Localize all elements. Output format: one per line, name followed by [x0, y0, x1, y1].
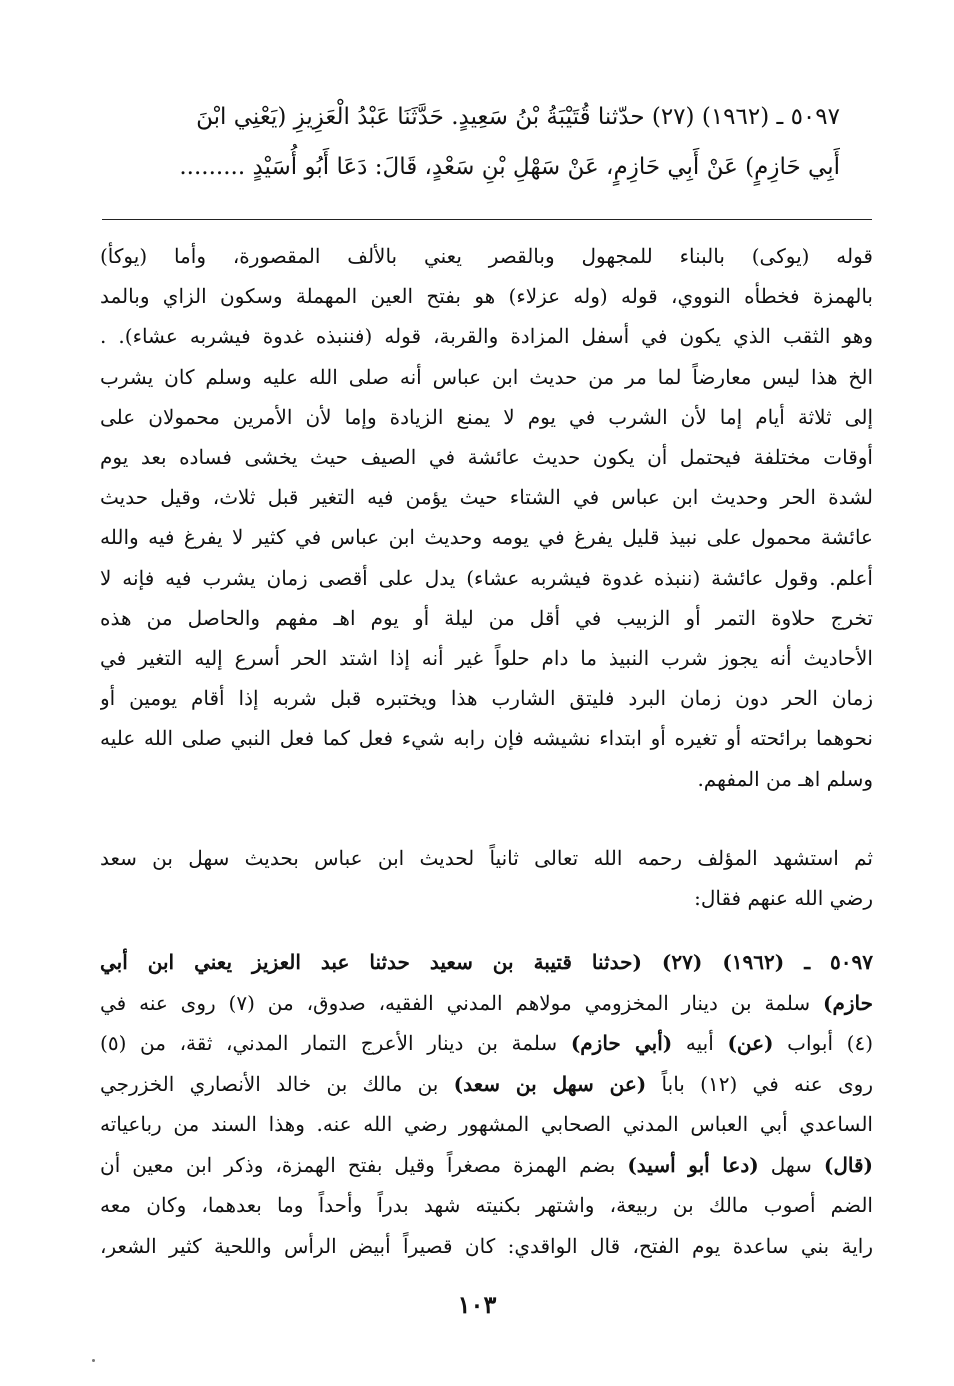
commentary-line: الخ هذا ليس معارضاً لما مر من حديث ابن عباس أنه صلى الله عليه وسلم كان يشرب [100, 364, 873, 389]
isnad-line: راية بني ساعدة يوم الفتح، قال الواقدي: كان قصيراً أبيض الرأس واللحية كثير الشعر، [100, 1233, 873, 1258]
isnad-line [100, 1023, 873, 1064]
hadith-line: ٥٠٩٧ ـ (١٩٦٢) (٢٧) حدّثنا قُتَيْبَةُ بْنُ سَعِيدٍ. حَدَّثَنَا عَبْدُ الْعَزِيزِ (يَعْنِي ابْنَ [196, 104, 840, 130]
intro-line: رضي الله عنهم فقال: [694, 886, 873, 910]
intro-line: ثم استشهد المؤلف رحمه الله تعالى ثانياً لحديث ابن عباس بحديث سهل بن سعد [100, 846, 873, 870]
commentary-line: إلى ثلاثة أيام إما لأن الشرب في يوم لا يمنع الزيادة وإما لأن الأمرين محمولان على [100, 404, 873, 429]
commentary-line: بالهمزة فخطأه النووي، قوله (وله عزلاء) هو بفتح العين المهملة وسكون الزاي وبالمد [100, 284, 873, 309]
hadith-line: أَبِي حَازِمٍ) عَنْ أَبِي حَازِمٍ، عَنْ سَهْلِ بْنِ سَعْدٍ، قَالَ: دَعَا أَبُو أُسَيْدٍ ......... [179, 154, 840, 180]
isnad-line [100, 1064, 873, 1105]
isnad-text: أبيه [672, 1031, 728, 1055]
isnad-paragraph [100, 942, 873, 1266]
commentary-line: وهو الثقب الذي يكون في أسفل المزادة والقربة، قوله (فننبذه غدوة فيشربه عشاء). . [100, 324, 873, 349]
commentary-line: الأحاديث أنه يجوز شرب النبيذ ما دام حلواً غير أنه إذا اشتد الحر أسرع إليه التغير في [100, 646, 873, 671]
commentary-line: زمان الحر دون زمان البرد فليتق الشارب هذا ويختبره قبل شربه إذا أقام يومين أو [100, 686, 873, 711]
commentary-line: أعلم. وقول عائشة (ننبذه غدوة فيشربه عشاء) يدل على أقصى زمان يشرب فيه فإنه لا [100, 565, 873, 590]
commentary-paragraph [100, 236, 873, 799]
commentary-line: أوقات مختلفة فيحتمل أن يكون حديث عائشة في الصيف حيث يخشى فساده بعد يوم [100, 445, 873, 470]
isnad-line: الساعدي أبي العباس المدني الصحابي المشهور رضي الله عنه. وهذا السند من رباعياته [100, 1112, 873, 1136]
isnad-line [100, 983, 873, 1024]
commentary-line: تخرج حلاوة التمر أو الزبيب في أقل من ليلة أو يوم اهـ مفهم والحاصل من هذه [100, 605, 873, 630]
narrator-name-bold: (دعا أبو أسيد) [627, 1152, 759, 1177]
isnad-text: (٤) أبواب [773, 1031, 873, 1055]
commentary-line: قوله (يوكى) بالبناء للمجهول وبالقصر يعني بالألف المقصورة، وأما (يوكأ) [100, 244, 873, 268]
commentary-line: وسلم اهـ من المفهم. [697, 766, 873, 791]
isnad-text: سلمة بن دينار المخزومي مولاهم المدني الفقيه، صدوق، من (٧) روى عنه في [100, 990, 824, 1015]
scan-speck [92, 1359, 95, 1362]
hadith-chain-bold: ٥٠٩٧ ـ (١٩٦٢) (٢٧) (حدثنا قتيبة بن سعيد حدثنا عبد العزيز يعني ابن أبي [100, 950, 873, 974]
narrator-name-bold: حازم) [823, 990, 873, 1015]
isnad-text: بن مالك بن خالد الأنصاري الخزرجي [100, 1071, 454, 1096]
isnad-text: بضم الهمزة مصغراً وقيل بفتح الهمزة، وذكر ابن معين أن [100, 1152, 628, 1177]
quoted-word-bold: (قال) [823, 1152, 873, 1177]
isnad-text: سلمة بن دينار الأعرج التمار المدني، ثقة، من (٥) [100, 1031, 571, 1055]
commentary-line: نحوهما برائحته أو تغيره أو ابتداء نشيشه فإن رابه شيء فعل كما فعل النبي صلى الله عليه [100, 726, 873, 751]
isnad-line [100, 1145, 873, 1186]
isnad-text: روى عنه في (١٢) باباً [646, 1071, 873, 1096]
narrator-name-bold: (عن سهل بن سعد) [453, 1071, 647, 1096]
commentary-line: لشدة الحر وحديث ابن عباس في الشتاء حيث يؤمن فيه التغير قبل ثلاث، وقيل حديث [100, 485, 873, 510]
intro-paragraph [100, 838, 873, 918]
isnad-line [100, 942, 873, 983]
narrator-name-bold: (أبي حازم) [570, 1031, 673, 1055]
isnad-line: الضم أصوب مالك بن ربيعة، واشتهر بكنيته شهد بدراً وأحداً وما بعدهما، وكان معه [100, 1193, 873, 1217]
page-number: ١٠٣ [457, 1290, 497, 1319]
commentary-line: عائشة محمول على نبيذ قليل يفرغ في يومه وحديث ابن عباس في كثير لا يفرغ فيه والله [100, 525, 873, 550]
separator-rule [102, 219, 872, 220]
hadith-matn [100, 92, 840, 192]
quoted-word-bold: (عن) [727, 1031, 774, 1055]
isnad-text: سهل [758, 1152, 824, 1177]
